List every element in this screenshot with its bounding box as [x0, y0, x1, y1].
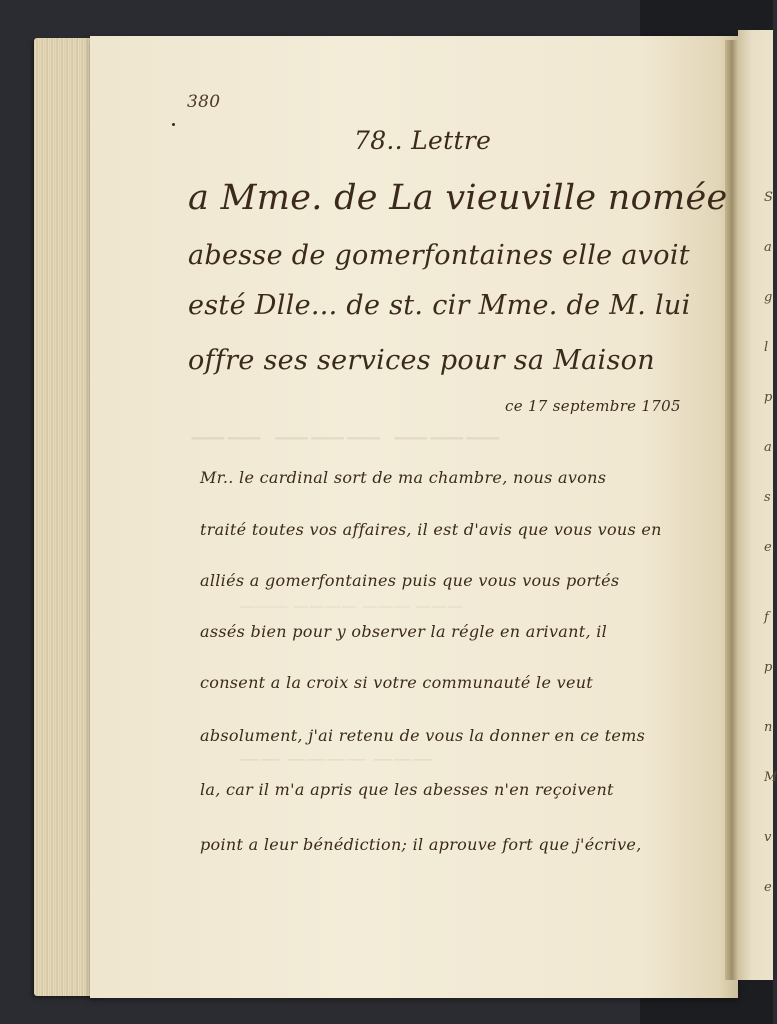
ink-dot — [172, 123, 175, 126]
body-line: la, car il m'a apris que les abesses n'en reçoivent — [200, 780, 614, 799]
body-line: absolument, j'ai retenu de vous la donner en ce tems — [200, 726, 646, 745]
page-number: 380 — [187, 92, 221, 112]
body-line: point a leur bénédiction; il aprouve fort que j'écrive, — [200, 835, 642, 854]
bleed-through-text: —— ———— ——— — [240, 746, 433, 770]
bleed-through-text: —— ——— ——— — [190, 416, 501, 457]
body-line: traité toutes vos affaires, il est d'avis que vous vous en — [200, 520, 662, 539]
letter-heading: 78.. Lettre — [354, 126, 492, 155]
title-line: abesse de gomerfontaines elle avoit — [188, 240, 690, 271]
body-line: Mr.. le cardinal sort de ma chambre, nous avons — [200, 468, 607, 487]
title-line: esté Dlle... de st. cir Mme. de M. lui — [188, 290, 691, 321]
letter-date: ce 17 septembre 1705 — [505, 397, 681, 415]
facing-page-edge: S a g l p a s e f p n M v e — [738, 30, 773, 980]
body-line: consent a la croix si votre communauté le veut — [200, 673, 594, 692]
bleed-through-text: ——— ———— ——— ——— — [240, 596, 464, 615]
title-line: offre ses services pour sa Maison — [188, 345, 655, 376]
body-line: alliés a gomerfontaines puis que vous vous portés — [200, 571, 620, 590]
title-line: a Mme. de La vieuville nomée — [188, 178, 728, 218]
body-line: assés bien pour y observer la régle en arivant, il — [200, 622, 608, 641]
